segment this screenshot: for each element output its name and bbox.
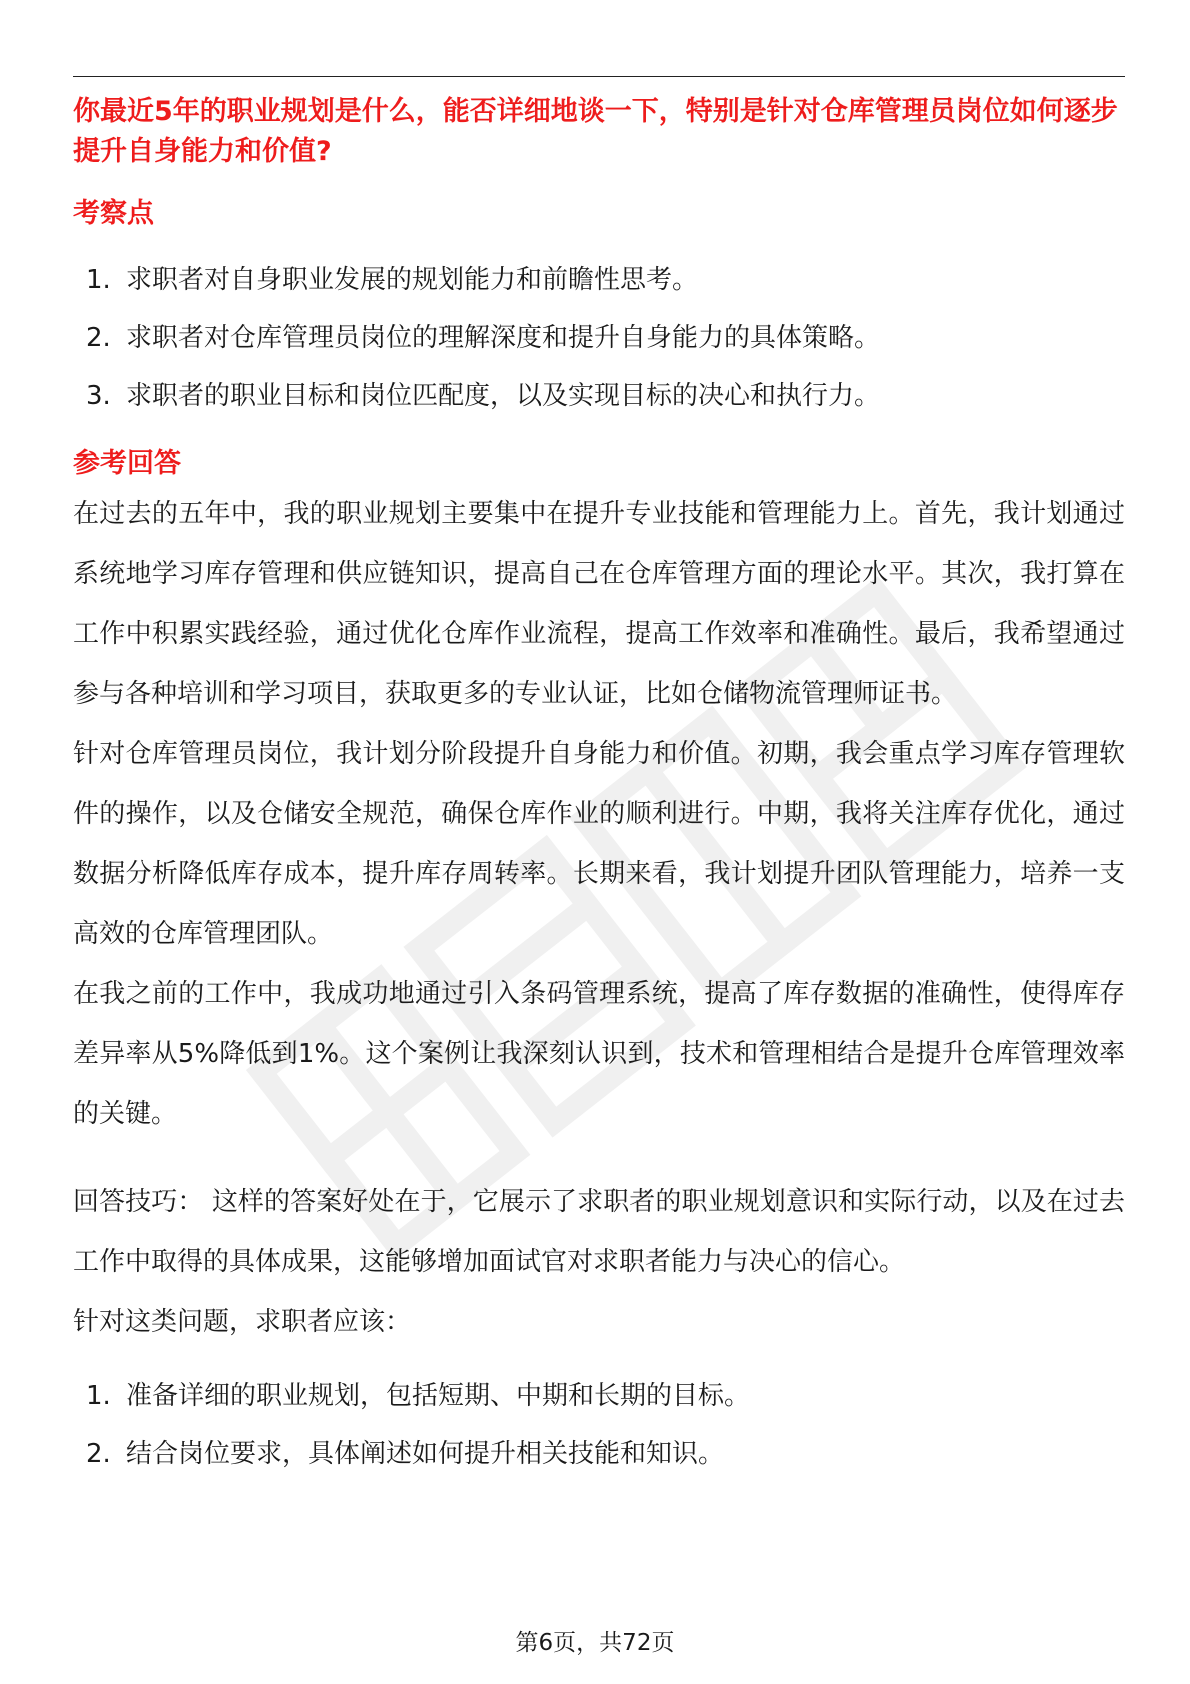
page-footer: 第6页，共72页 bbox=[515, 1630, 675, 1656]
list-item-number: 1. bbox=[86, 265, 111, 295]
answer-tip-intro: 针对这类问题，求职者应该： bbox=[73, 1307, 412, 1337]
top-divider bbox=[73, 76, 1125, 77]
exam-points-list bbox=[73, 260, 1125, 416]
answer-tip: 回答技巧： 这样的答案好处在于，它展示了求职者的职业规划意识和实际行动，以及在过去工作中取得的具体成果，这能够增加面试官对求职者能力与决心的信心。 bbox=[73, 1187, 1125, 1277]
list-item-text: 准备详细的职业规划，包括短期、中期和长期的目标。 bbox=[126, 1381, 751, 1411]
list-item bbox=[73, 376, 1125, 416]
page-content bbox=[73, 92, 1125, 1474]
list-item-text: 结合岗位要求，具体阐述如何提升相关技能和知识。 bbox=[126, 1439, 725, 1469]
answer-paragraph: 针对仓库管理员岗位，我计划分阶段提升自身能力和价值。初期，我会重点学习库存管理软件的操作，以及仓储安全规范，确保仓库作业的顺利进行。中期，我将关注库存优化，通过数据分析降低库存成本，提升库存周转率。长期来看，我计划提升团队管理能力，培养一支高效的仓库管理团队。 bbox=[73, 739, 1125, 949]
answer-paragraph: 在我之前的工作中，我成功地通过引入条码管理系统，提高了库存数据的准确性，使得库存差异率从5%降低到1%。这个案例让我深刻认识到，技术和管理相结合是提升仓库管理效率的关键。 bbox=[73, 979, 1125, 1129]
exam-points-heading: 考察点 bbox=[73, 198, 154, 229]
list-item bbox=[73, 1434, 1125, 1474]
list-item-text: 求职者对仓库管理员岗位的理解深度和提升自身能力的具体策略。 bbox=[126, 323, 881, 353]
list-item-number: 1. bbox=[86, 1381, 111, 1411]
question-title: 你最近5年的职业规划是什么，能否详细地谈一下，特别是针对仓库管理员岗位如何逐步提升自身能力和价值? bbox=[73, 96, 1118, 167]
list-item-number: 3. bbox=[86, 381, 111, 411]
list-item-text: 求职者对自身职业发展的规划能力和前瞻性思考。 bbox=[126, 265, 699, 295]
list-item bbox=[73, 318, 1125, 358]
list-item-number: 2. bbox=[86, 1439, 111, 1469]
list-item-text: 求职者的职业目标和岗位匹配度，以及实现目标的决心和执行力。 bbox=[126, 381, 881, 411]
reference-answer-heading: 参考回答 bbox=[73, 448, 181, 479]
tip-list bbox=[73, 1376, 1125, 1474]
list-item bbox=[73, 260, 1125, 300]
list-item-number: 2. bbox=[86, 323, 111, 353]
list-item bbox=[73, 1376, 1125, 1416]
answer-tip-block bbox=[73, 1172, 1125, 1352]
answer-paragraph: 在过去的五年中，我的职业规划主要集中在提升专业技能和管理能力上。首先，我计划通过系统地学习库存管理和供应链知识，提高自己在仓库管理方面的理论水平。其次，我打算在工作中积累实践经验，通过优化仓库作业流程，提高工作效率和准确性。最后，我希望通过参与各种培训和学习项目，获取更多的专业认证，比如仓储物流管理师证书。 bbox=[73, 499, 1125, 709]
